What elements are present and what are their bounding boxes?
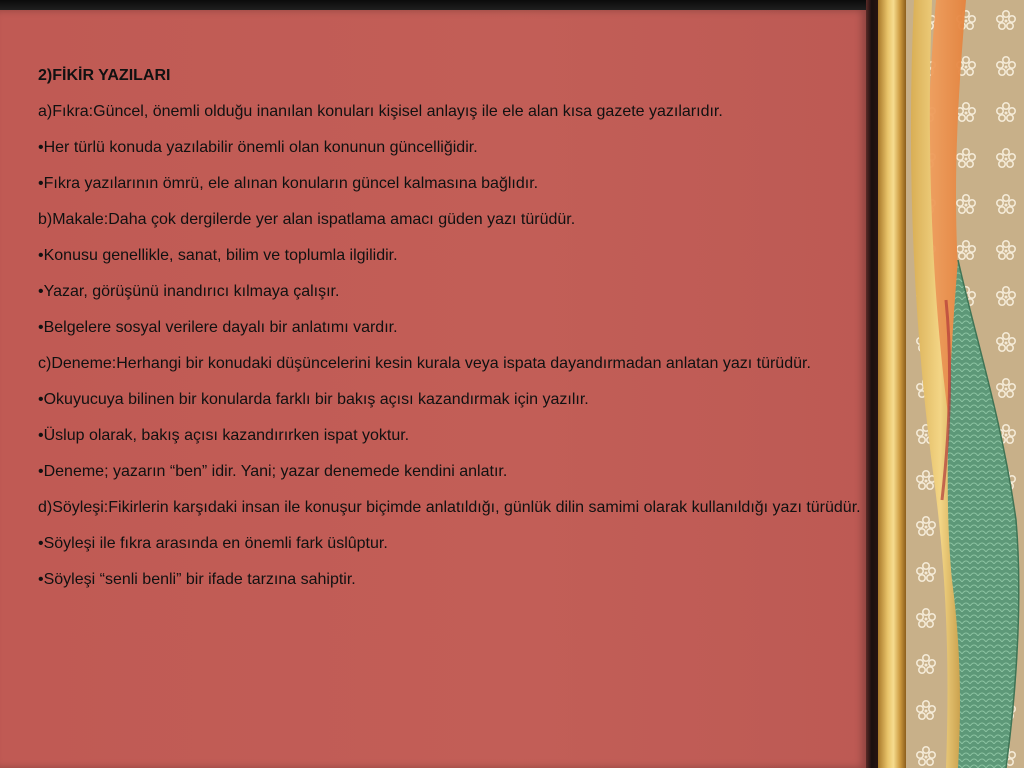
text-line-bullet: •Deneme; yazarın “ben” idir. Yani; yazar denemede kendini anlatır. bbox=[38, 463, 508, 480]
slide-content bbox=[38, 66, 938, 606]
text-line-deneme: c)Deneme:Herhangi bir konudaki düşüncelerini kesin kurala veya ispata dayandırmadan anlatan yazı türüdür. bbox=[38, 355, 811, 372]
text-line-bullet: •Fıkra yazılarının ömrü, ele alınan konuların güncel kalmasına bağlıdır. bbox=[38, 175, 539, 192]
text-line-bullet: •Konusu genellikle, sanat, bilim ve toplumla ilgilidir. bbox=[38, 247, 398, 264]
text-line-fikra: a)Fıkra:Güncel, önemli olduğu inanılan konuları kişisel anlayış ile ele alan kısa gazete yazılarıdır. bbox=[38, 103, 723, 120]
text-line-bullet: •Yazar, görüşünü inandırıcı kılmaya çalışır. bbox=[38, 283, 340, 300]
text-line-bullet: •Her türlü konuda yazılabilir önemli olan konunun güncelliğidir. bbox=[38, 139, 478, 156]
text-line-bullet: •Söyleşi “senli benli” bir ifade tarzına sahiptir. bbox=[38, 571, 356, 588]
text-line-soylesi: d)Söyleşi:Fikirlerin karşıdaki insan ile konuşur biçimde anlatıldığı, günlük dilin samimi olarak kullanıldığı yazı türüdür. bbox=[38, 499, 861, 516]
text-line-makale: b)Makale:Daha çok dergilerde yer alan ispatlama amacı güden yazı türüdür. bbox=[38, 211, 576, 228]
text-line-bullet: •Üslup olarak, bakış açısı kazandırırken ispat yoktur. bbox=[38, 427, 410, 444]
text-line-bullet: •Belgelere sosyal verilere dayalı bir anlatımı vardır. bbox=[38, 319, 398, 336]
slide-heading: 2)FİKİR YAZILARI bbox=[38, 67, 171, 84]
text-line-bullet: •Okuyucuya bilinen bir konularda farklı bir bakış açısı kazandırmak için yazılır. bbox=[38, 391, 589, 408]
text-line-bullet: •Söyleşi ile fıkra arasında en önemli fark üslûptur. bbox=[38, 535, 388, 552]
top-bar bbox=[0, 0, 880, 10]
